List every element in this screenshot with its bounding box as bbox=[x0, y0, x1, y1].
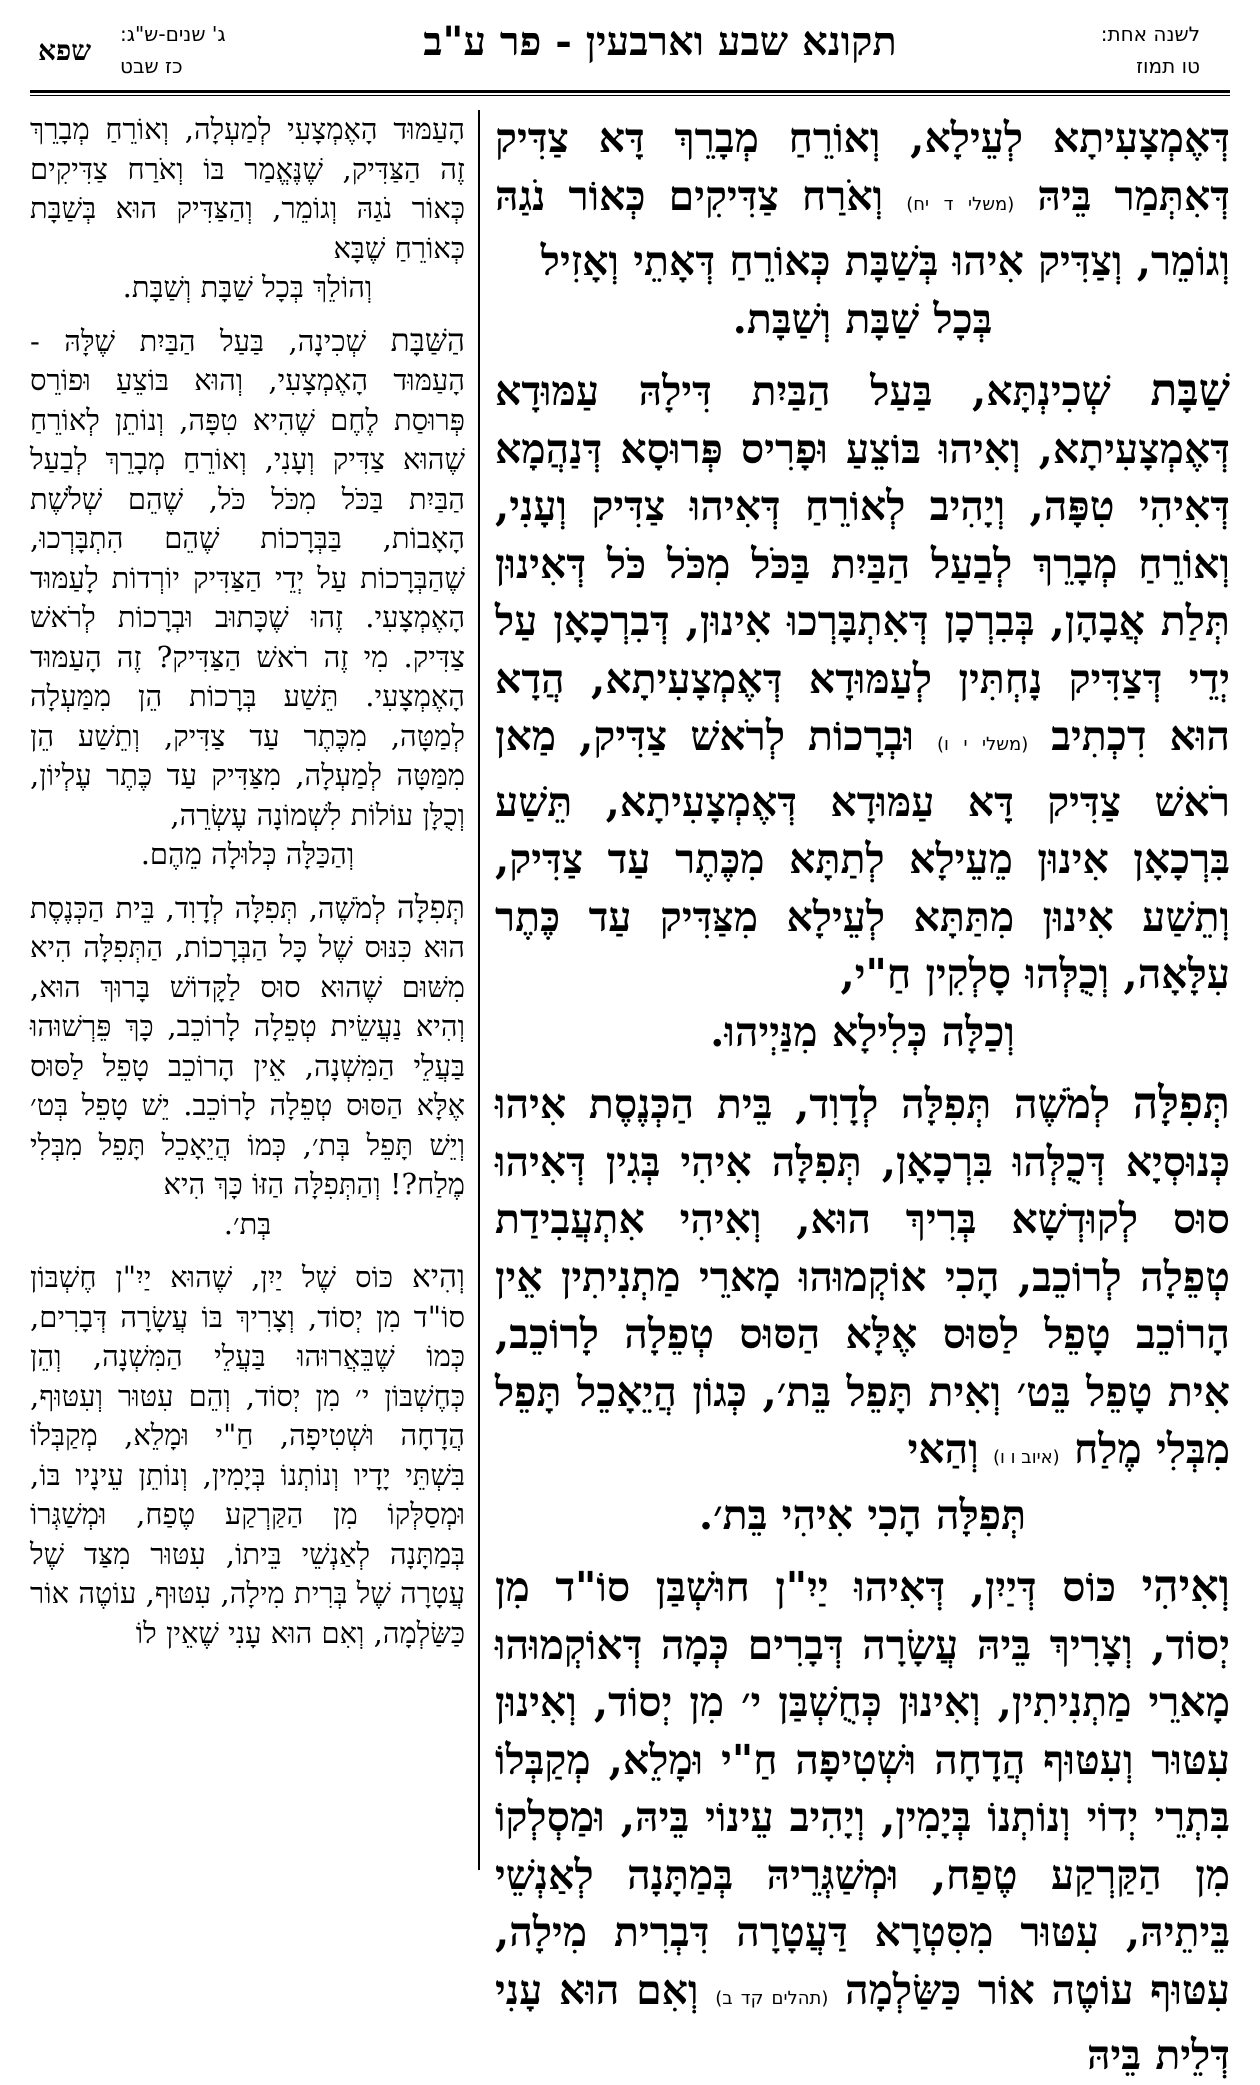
translation-paragraph-closing: וְהוֹלֵךְ בְּכָל שַׁבָּת וְשַׁבָּת. bbox=[122, 270, 373, 304]
main-paragraph bbox=[495, 362, 1230, 1061]
main-paragraph-closing: בְּכָל שַׁבָּת וְשַׁבָּת. bbox=[732, 294, 993, 343]
header-date-year: לשנה אחת: bbox=[1100, 22, 1200, 46]
main-paragraph-closing: וְכַלָּה כְּלִילָא מִנַּיְיהוּ. bbox=[710, 1007, 1015, 1056]
translation-paragraph-text: הָעַמּוּד הָאֶמְצָעִי לְמַעְלָה, וְאוֹרֵחַ מְבָרֵךְ זֶה הַצַּדִּיק, שֶׁנֶּאֱמַר בּוֹ וְאֹרַח צַדִּיקִים כְּאוֹר נֹגַהּ וְגוֹמֵר, וְהַצַּדִּיק הוּא בְּשַׁבָּת כְּאוֹרֵחַ שֶׁבָּא bbox=[30, 112, 465, 265]
header-date-day: טו תמוז bbox=[1136, 54, 1200, 78]
translation-paragraph bbox=[30, 110, 465, 308]
main-text-column bbox=[495, 110, 1231, 2079]
page-title: תקונא שבע וארבעין - פר ע"ב bbox=[423, 18, 897, 65]
paragraph-opener: שַׁבָּת bbox=[1150, 364, 1230, 416]
translation-paragraph bbox=[30, 1258, 465, 1653]
paragraph-opener: הַשַּׁבָּת bbox=[390, 322, 465, 359]
translation-paragraph-closing: וְהַכַּלָּה כְּלוּלָה מֵהֶם. bbox=[140, 837, 355, 871]
header-cycle-date: כז שבט bbox=[120, 54, 183, 78]
paragraph-opener: תְּפִלָּה bbox=[396, 889, 465, 926]
header-cycle: ג' שנים-ש"ג: bbox=[120, 22, 226, 46]
paragraph-opener: וְאִיהִי bbox=[1141, 1560, 1230, 1612]
page-number: שפא bbox=[38, 34, 92, 67]
main-paragraph bbox=[495, 1075, 1230, 1544]
translation-column bbox=[30, 110, 465, 1870]
main-paragraph-text-cont: וְאֹרַח צַדִּיקִים כְּאוֹר נֹגַהּ וְגוֹמֵר, וְצַדִּיק אִיהוּ בְּשַׁבָּת כְּאוֹרֵחַ דְּאָתֵי וְאָזִיל bbox=[495, 171, 1230, 285]
translation-paragraph-text: לְמֹשֶׁה, תְּפִלָּה לְדָוִד, בֵּית הַכְּנֶסֶת הוּא כִּנּוּס שֶׁל כָּל הַבְּרָכוֹת, הַתְּפִלָּה הִיא מִשּׁוּם שֶׁהוּא סוּס לַקָּדוֹשׁ בָּרוּךְ הוּא, וְהִיא נַעֲשֵׂית טְפֵלָה לָרוֹכֵב, כָּךְ פֵּרְשׁוּהוּ בַּעֲלֵי הַמִּשְׁנָה, אֵין הָרוֹכֵב טָפֵל לַסּוּס אֶלָּא הַסּוּס טְפֵלָה לָרוֹכֵב. יֵשׁ טָפֵל בְּט׳ וְיֵשׁ תָּפֵל בְּת׳, כְּמוֹ הֲיֵאָכֵל תָּפֵל מִבְּלִי מֶלַח?! וְהַתְּפִלָּה הַזּוֹ כָּךְ הִיא bbox=[30, 890, 465, 1201]
column-divider bbox=[478, 110, 480, 1870]
main-paragraph-text: כּוֹס דְּיַיִן, דְּאִיהוּ יַיִ"ן חוּשְׁבַּן סוֹ"ד מִן יְסוֹד, וְצָרִיךְ בֵּיהּ עֲשָׂרָה דְּבָרִים כְּמָה דְּאוֹקְמוּהוּ מָארֵי מַתְנִיתִין, וְאִינוּן כְּחֻשְׁבַּן י׳ מִן יְסוֹד, וְאִינוּן עִטּוּר וְעִטּוּף הֲדָחָה וּשְׁטִיפָה חַ"י וּמָלֵא, מְקַבְּלוֹ בִּתְרֵי יְדוֹי וְנוֹתְנוֹ בְּיָמִין, וְיָהִיב עֵינוֹי בֵּיהּ, וּמַסְלְקוֹ מִן הַקַּרְקַע טֶפַח, וּמְשַׁגְּרֵיהּ בְּמַתָּנָה לְאַנְשֵׁי בֵּיתֵיהּ, עִטּוּר מִסִּטְרָא דַּעֲטָרָה דִּבְרִית מִילָה, עִטּוּף עוֹטֶה אוֹר כַּשַּׂלְמָה bbox=[495, 1563, 1230, 2014]
source-reference: (משלי י ו) bbox=[937, 734, 1029, 755]
main-paragraph bbox=[495, 110, 1230, 348]
translation-paragraph-text: כּוֹס שֶׁל יַיִן, שֶׁהוּא יַיִ"ן חֶשְׁבּוֹן סוֹ"ד מִן יְסוֹד, וְצָרִיךְ בּוֹ עֲשָׂרָה דְּבָרִים, כְּמוֹ שֶׁבֵּאֲרוּהוּ בַּעֲלֵי הַמִּשְׁנָה, וְהֵן כְּחֶשְׁבּוֹן י׳ מִן יְסוֹד, וְהֵם עִטּוּר וְעִטּוּף, הֲדָחָה וּשְׁטִיפָה, חַ"י וּמָלֵא, מְקַבְּלוֹ בִּשְׁתֵּי יָדָיו וְנוֹתְנוֹ בְּיָמִין, וְנוֹתֵן עֵינָיו בּוֹ, וּמְסַלְּקוֹ מִן הַקַּרְקַע טֶפַח, וּמְשַׁגְּרוֹ בְּמַתָּנָה לְאַנְשֵׁי בֵּיתוֹ, עִטּוּר מִצַּד שֶׁל עֲטָרָה שֶׁל בְּרִית מִילָה, עִטּוּף, עוֹטֶה אוֹר כַּשַּׂלְמָה, וְאִם הוּא עָנִי שֶׁאֵין לוֹ bbox=[30, 1260, 465, 1650]
header-rule bbox=[30, 90, 1230, 93]
header-rule-thin bbox=[30, 95, 1230, 96]
translation-paragraph-closing: בְּת׳. bbox=[223, 1206, 272, 1241]
main-paragraph-closing: תְּפִלָּה הָכִי אִיהִי בֵּת׳. bbox=[698, 1490, 1027, 1539]
source-reference: (משלי ד יח) bbox=[906, 193, 1015, 215]
main-paragraph bbox=[495, 1558, 1230, 2085]
paragraph-opener: תְּפִלָּה bbox=[1132, 1077, 1231, 1129]
main-paragraph-text-cont: וְאִם הוּא עָנִי דְּלֵית בֵּיהּ bbox=[495, 1965, 1230, 2079]
translation-paragraph-text: שְׁכִינָה, בַּעַל הַבַּיִת שֶׁלָּהּ - הָעַמּוּד הָאֶמְצָעִי, וְהוּא בּוֹצֵעַ וּפוֹרֵס פְּרוּסַת לֶחֶם שֶׁהִיא טִפָּה, וְנוֹתֵן לְאוֹרֵחַ שֶׁהוּא צַדִּיק וְעָנִי, וְאוֹרֵחַ מְבָרֵךְ לְבַעַל הַבַּיִת בַּכֹּל מִכֹּל כֹּל, שֶׁהֵם שְׁלֹשֶׁת הָאָבוֹת, בַּבְּרָכוֹת שֶׁהֵם הִתְבָּרְכוּ, שֶׁהַבְּרָכוֹת עַל יְדֵי הַצַּדִּיק יוֹרְדוֹת לָעַמּוּד הָאֶמְצָעִי. זֶהוּ שֶׁכָּתוּב וּבְרָכוֹת לְרֹאשׁ צַדִּיק. מִי זֶה רֹאשׁ הַצַּדִּיק? זֶה הָעַמּוּד הָאֶמְצָעִי. תֵּשַׁע בְּרָכוֹת הֵן מִמַּעְלָה לְמַטָּה, מִכֶּתֶר עַד צַדִּיק, וְתֵשַׁע הֵן מִמַּטָּה לְמַעְלָה, מִצַּדִּיק עַד כֶּתֶר עֶלְיוֹן, וְכֻלָּן עוֹלוֹת לִשְׁמוֹנָה עֶשְׂרֵה, bbox=[30, 323, 465, 832]
main-paragraph-text-cont: וּבְרָכוֹת לְרֹאשׁ צַדִּיק, מַאן רֹאשׁ צַדִּיק דָּא עַמּוּדָא דְּאֶמְצָעִיתָא, תֵּשַׁע בִּרְכָאָן אִינוּן מֵעֵילָא לְתַתָּא מִכֶּתֶר עַד צַדִּיק, וְתֵשַׁע אִינוּן מִתַּתָּא לְעֵילָא מִצַּדִּיק עַד כֶּתֶר עִלָּאָה, וְכֻלְּהוּ סָלְקִין חַ"י, bbox=[495, 712, 1230, 998]
source-reference: (תהלים קד ב) bbox=[715, 1987, 829, 2009]
source-reference: (איוב ו ו) bbox=[993, 1447, 1060, 1468]
main-paragraph-text: שְׁכִינְתָּא, בַּעַל הַבַּיִת דִּילָהּ עַמּוּדָא דְּאֶמְצָעִיתָא, וְאִיהוּ בּוֹצֵעַ וּפָרִיס פְּרוּסָא דְּנַהֲמָא דְּאִיהִי טִפָּה, וְיָהִיב לְאוֹרֵחַ דְּאִיהוּ צַדִּיק וְעָנִי, וְאוֹרֵחַ מְבָרֵךְ לְבַעַל הַבַּיִת בַּכֹּל מִכֹּל כֹּל דְּאִינוּן תְּלַת אֲבָהָן, בְּבִרְכָן דְּאִתְבָּרְכוּ אִינוּן, דְּבִרְכָאָן עַל יְדֵי דְּצַדִּיק נָחְתִּין לְעַמּוּדָא דְּאֶמְצָעִיתָא, הֲדָא הוּא דִכְתִיב bbox=[495, 367, 1230, 760]
main-paragraph-text: דְּאֶמְצָעִיתָא לְעֵילָא, וְאוֹרֵחַ מְבָרֵךְ דָּא צַדִּיק דְּאִתְּמַר בֵּיהּ bbox=[495, 114, 1230, 220]
main-paragraph-text: לְמֹשֶׁה תְּפִלָּה לְדָוִד, בֵּית הַכְּנֶסֶת אִיהוּ כְּנוּסְיָא דְּכֻלְּהוּ בִּרְכָאָן, תְּפִלָּה אִיהִי בְּגִין דְּאִיהוּ סוּס לְקוּדְשָׁא בְּרִיךְ הוּא, וְאִיהִי אִתְעֲבִידַת טְפֵלָה לְרוֹכֵב, הָכִי אוֹקְמוּהוּ מָארֵי מַתְנִיתִין אֵין הָרוֹכֵב טָפֵל לַסּוּס אֶלָּא הַסּוּס טְפֵלָה לָרוֹכֵב, אִית טָפֵל בֵּט׳ וְאִית תָּפֵל בֵּת׳, כְּגוֹן הֲיֵאָכֵל תָּפֵל מִבְּלִי מֶלַח bbox=[495, 1080, 1230, 1473]
paragraph-opener: וְהִיא bbox=[411, 1259, 465, 1295]
translation-paragraph bbox=[30, 322, 465, 875]
main-paragraph-text-cont: וְהַאי bbox=[907, 1425, 979, 1473]
translation-paragraph bbox=[30, 889, 465, 1245]
